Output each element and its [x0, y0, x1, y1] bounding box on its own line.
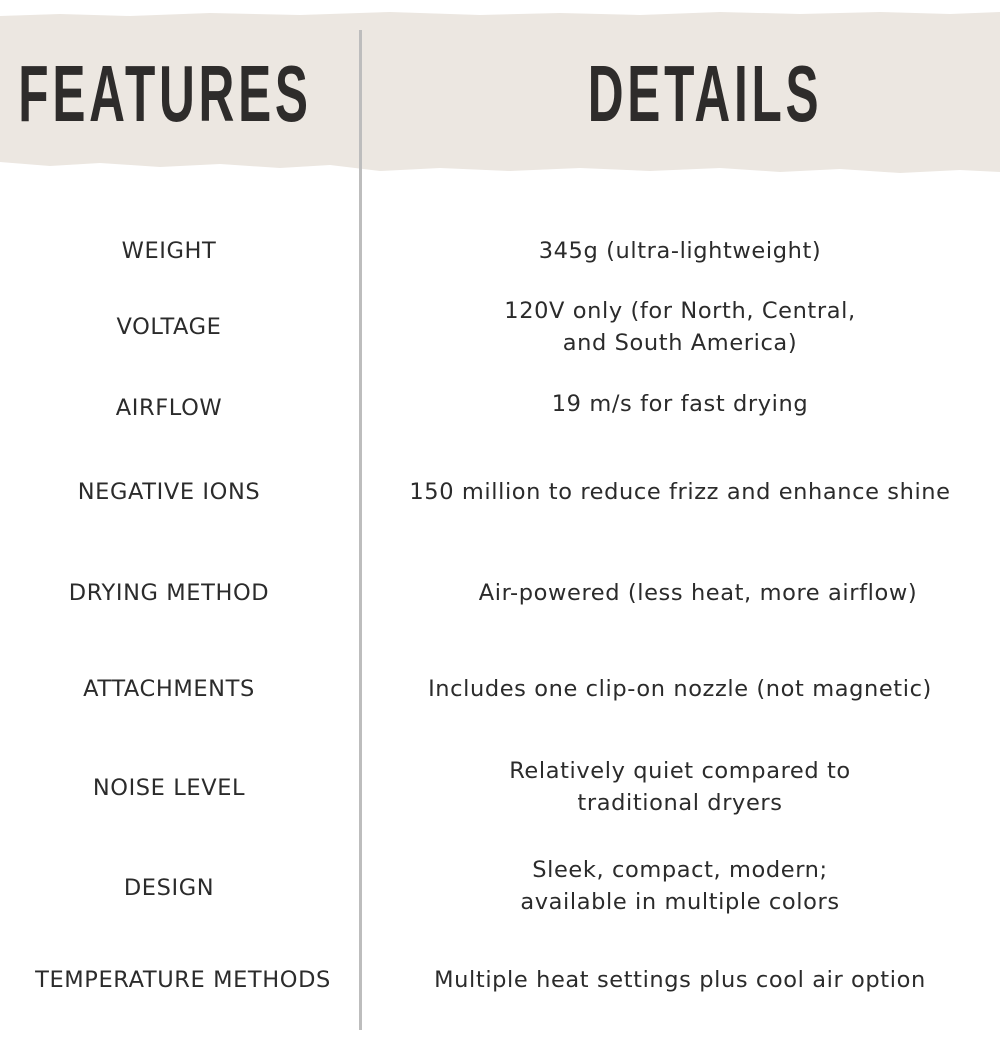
feature-noise-level: NOISE LEVEL	[92, 775, 246, 801]
detail-drying-method	[380, 576, 1000, 610]
feature-airflow: AIRFLOW	[115, 395, 223, 421]
detail-design	[362, 853, 998, 919]
features-heading: FEATURES	[18, 49, 312, 138]
detail-line: Multiple heat settings plus cool air option	[434, 967, 926, 993]
detail-airflow	[362, 387, 998, 421]
detail-noise-level	[362, 754, 998, 820]
feature-attachments: ATTACHMENTS	[83, 676, 255, 702]
detail-line: Sleek, compact, modern;	[532, 857, 828, 883]
detail-line: Includes one clip-on nozzle (not magnetic)	[428, 676, 932, 702]
feature-voltage: VOLTAGE	[116, 314, 222, 340]
feature-negative-ions: NEGATIVE IONS	[77, 479, 261, 505]
detail-line: Relatively quiet compared to	[509, 758, 851, 784]
detail-weight	[362, 234, 998, 268]
detail-attachments	[362, 672, 998, 706]
feature-weight: WEIGHT	[121, 238, 217, 264]
feature-temperature-methods: TEMPERATURE METHODS	[35, 967, 331, 993]
detail-line: traditional dryers	[577, 790, 783, 816]
detail-line: 150 million to reduce frizz and enhance shine	[409, 479, 951, 505]
detail-line: Air-powered (less heat, more airflow)	[478, 580, 918, 606]
detail-line: 19 m/s for fast drying	[551, 391, 809, 417]
detail-line: 345g (ultra-lightweight)	[538, 238, 822, 264]
detail-negative-ions	[362, 475, 998, 509]
detail-line: available in multiple colors	[520, 889, 840, 915]
feature-design: DESIGN	[123, 875, 215, 901]
details-heading: DETAILS	[587, 49, 823, 138]
detail-line: and South America)	[562, 330, 798, 356]
detail-line: 120V only (for North, Central,	[504, 298, 856, 324]
detail-voltage	[362, 294, 998, 360]
detail-temperature-methods	[362, 963, 998, 997]
feature-drying-method: DRYING METHOD	[68, 580, 270, 606]
